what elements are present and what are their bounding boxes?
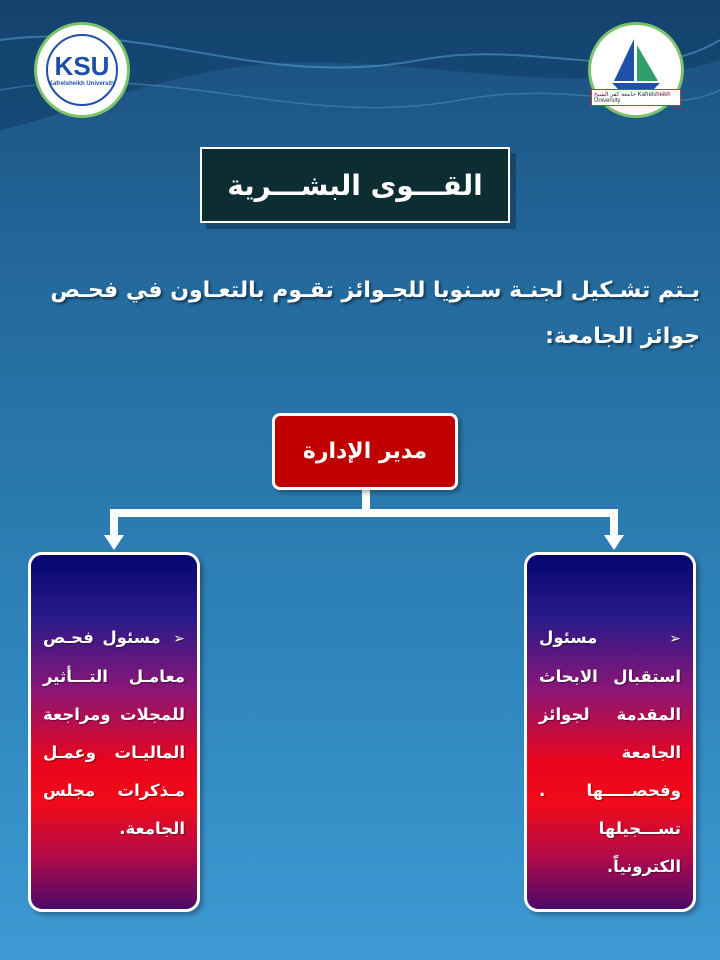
university-logo	[588, 22, 684, 118]
bullet-arrow-icon: ➢	[173, 631, 186, 647]
manager-label: مدير الإدارة	[302, 439, 428, 464]
title-box	[200, 147, 510, 223]
bullet-arrow-icon: ➢	[669, 631, 681, 647]
university-logo-subtext: جامعة كفر الشيخ Kafrelsheikh University	[591, 89, 681, 106]
ksu-logo-ring	[46, 34, 118, 106]
role-box-review	[28, 552, 200, 912]
role-description: مسئول فحـص معامـل التـــأثير للمجلات ومراجعة الماليـات وعمـل مـذكرات مجلس الجامعة.	[43, 628, 185, 838]
role-text-review	[43, 619, 185, 848]
page-title: القـــوى البشـــرية	[227, 168, 483, 202]
ksu-logo	[34, 22, 130, 118]
role-description: مسئول استقبال الابحاث المقدمة لجوائز الجامعة وفحصـــــها . تســـجيلها الكترونياً.	[539, 628, 681, 876]
ksu-logo-text: KSU	[54, 51, 110, 81]
role-box-reception	[524, 552, 696, 912]
role-text-reception	[539, 619, 681, 886]
sail-icon	[606, 35, 666, 91]
manager-box	[272, 413, 458, 490]
ksu-logo-subtext: Kafrelsheikh University	[48, 81, 116, 87]
intro-text: يـتم تشـكيل لجنـة سـنويا للجـوائز تقـوم بالتعـاون في فحـص جوائز الجامعة:	[50, 278, 700, 349]
